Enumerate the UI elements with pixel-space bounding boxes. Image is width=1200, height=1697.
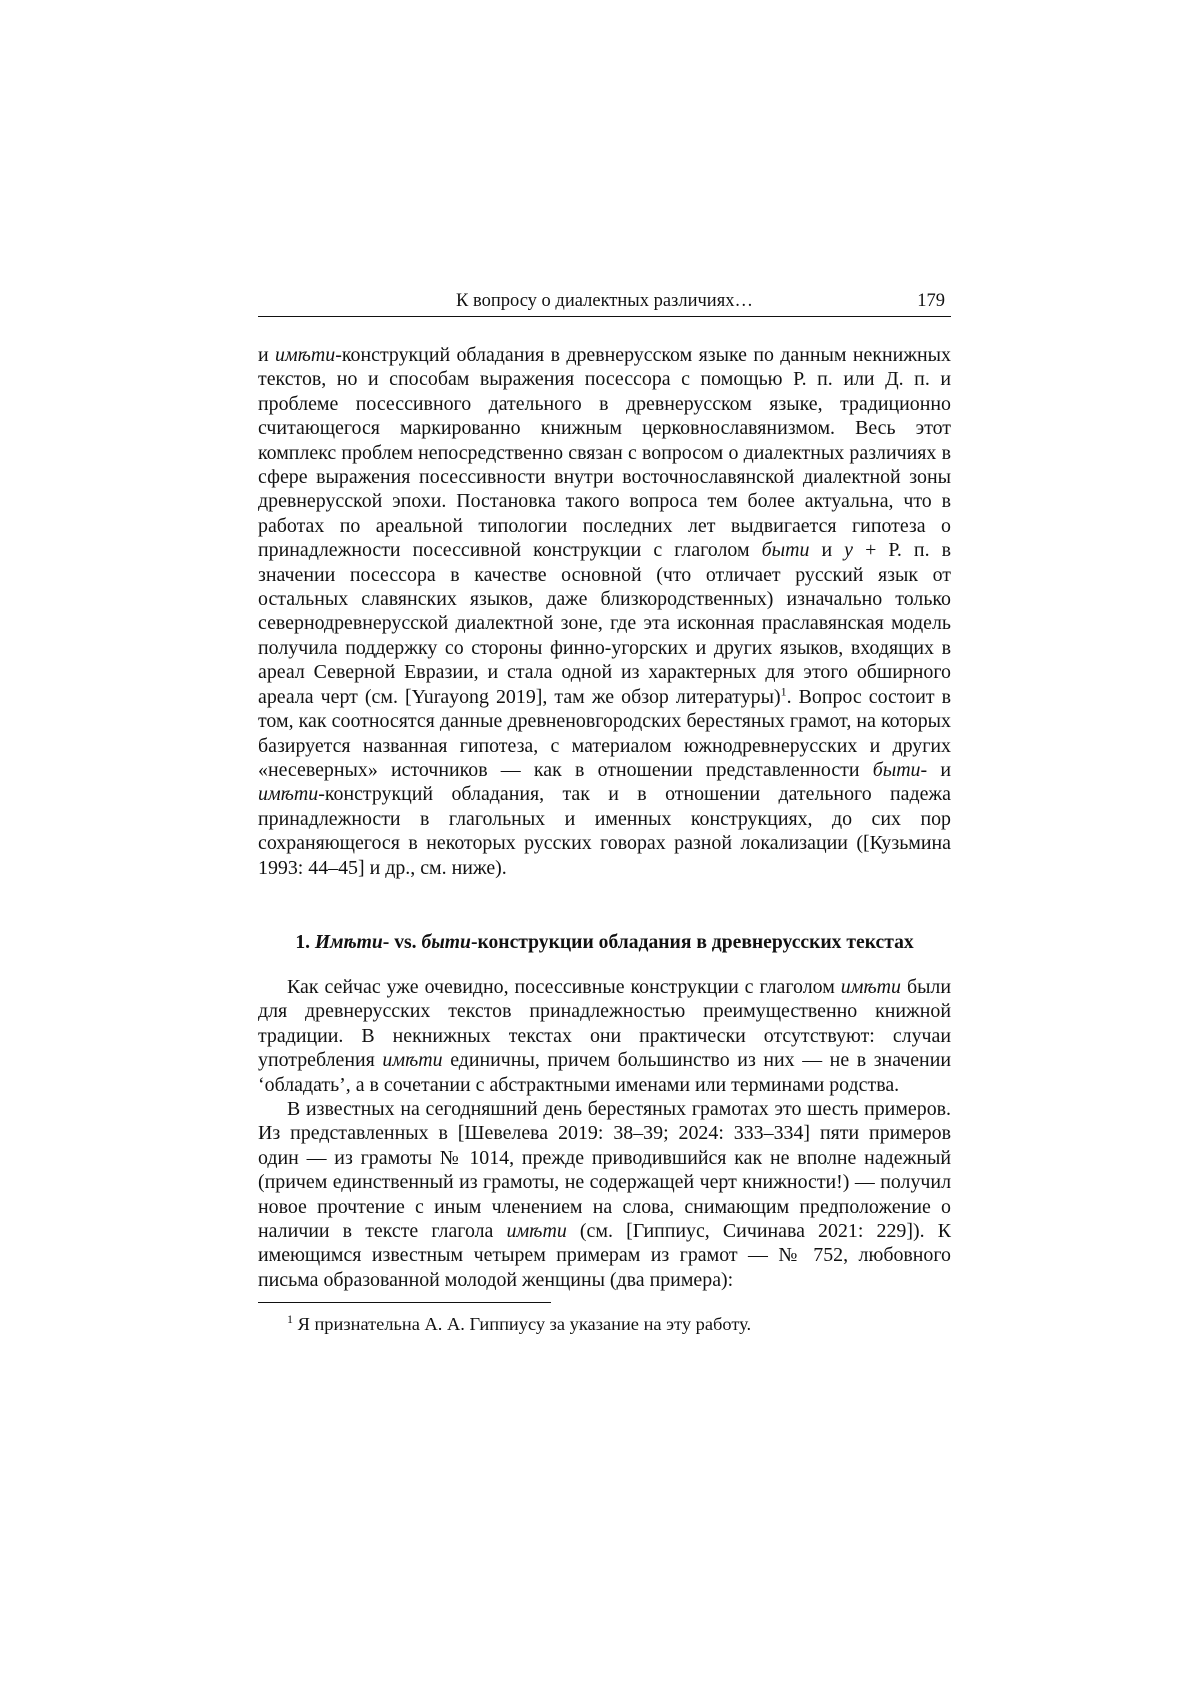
term-imeti: имѣти: [258, 783, 319, 806]
footnote: [258, 1312, 951, 1336]
text-run: - и: [920, 758, 951, 781]
footnote-marker: 1: [287, 1312, 293, 1327]
section-number: 1.: [295, 931, 315, 953]
running-title: К вопросу о диалектных различиях…: [456, 291, 753, 311]
paragraph-3: [258, 1097, 951, 1292]
term-imeti: имѣти: [506, 1220, 567, 1242]
text-run: (см. [Гиппиус, Сичинава 2021: 229]). К имеющимся известным четырем примерам из грамот — № 752, любовного письма образованной молодой женщины (два примера):: [258, 1220, 951, 1291]
term-u: у: [844, 539, 854, 562]
text-run: единичны, причем большинство из них — не в значении ‘обладать’, а в сочетании с абстрактными именами или терминами родства.: [258, 1049, 951, 1096]
paragraph-2: [258, 975, 951, 1097]
term-byti: быти: [872, 758, 921, 781]
text-run: и: [258, 344, 276, 366]
running-head: [258, 288, 951, 314]
text-run: -конструкций обладания, так и в отношении дательного падежа принадлежности в глагольных и именных конструкциях, до сих пор сохраняющегося в некоторых русских говорах разной локализации ([Кузьмина 1993: 44–45] и др., см. ниже).: [258, 783, 951, 879]
section-text: -конструкции обладания в древнерусских текстах: [470, 931, 914, 953]
term-imeti: имѣти: [840, 975, 901, 998]
term-byti: быти: [761, 539, 810, 562]
text-run: Как сейчас уже очевидно, посессивные конструкции с глаголом: [287, 975, 841, 998]
page-content: [258, 288, 951, 1336]
text-run: и: [809, 539, 845, 562]
intro-paragraph: [258, 343, 951, 880]
section-heading: [258, 931, 951, 955]
header-rule: [258, 316, 951, 317]
footnote-text: Я признательна А. А. Гиппиусу за указание на эту работу.: [293, 1314, 752, 1335]
term-imeti: имѣти: [382, 1049, 443, 1072]
section-text: - vs.: [382, 931, 422, 953]
text-run: . Вопрос состоит в том, как соотносятся данные древненовгородских берестяных грамот, на которых базируется названная гипотеза, с материалом южнодревнерусских и других «несеверных» источников — как в отношении представленности: [258, 685, 951, 781]
footnote-rule: [258, 1302, 551, 1303]
section-term-imeti: Имѣти: [314, 931, 383, 953]
text-run: В известных на сегодняшний день берестяных грамотах это шесть примеров. Из представленных в [Шевелева 2019: 38–39; 2024: 333–334] пяти примеров один — из грамоты № 1014, прежде приводившийся как не вполне надежный (причем единственный из грамоты, не содержащей черт книжности!) — получил новое прочтение с иным членением на слова, снимающим предположение о наличии в тексте глагола: [258, 1097, 951, 1242]
text-run: были для древнерусских текстов принадлежностью преимущественно книжной традиции. В некнижных текстах они практически отсутствуют: случаи употребления: [258, 975, 951, 1072]
text-run: -конструкций обладания в древнерусском языке по данным некнижных текстов, но и способам выражения посессора с помощью Р. п. или Д. п. и проблеме посессивного дательного в древнерусском языке, традиционно считающегося маркированно книжным церковнославянизмом. Весь этот комплекс проблем непосредственно связан с вопросом о диалектных различиях в сфере выражения посессивности внутри восточнославянской диалектной зоны древнерусской эпохи. Постановка такого вопроса тем более актуальна, что в работах по ареальной типологии последних лет выдвигается гипотеза о принадлежности посессивной конструкции с глаголом: [258, 344, 951, 562]
text-run: + Р. п. в значении посессора в качестве основной (что отличает русский язык от остальных славянских языков, даже близкородственных) изначально только севернодревнерусской диалектной зоне, где эта исконная праславянская модель получила поддержку со стороны финно-угорских и других языков, входящих в ареал Северной Евразии, и стала одной из характерных для этого обширного ареала черт (см. [Yurayong 2019], там же обзор литературы): [258, 539, 951, 708]
section-term-byti: быти: [421, 931, 471, 953]
page-number: 179: [917, 291, 945, 311]
term-imeti: имѣти: [275, 344, 336, 366]
footnote-reference[interactable]: 1: [780, 684, 787, 699]
